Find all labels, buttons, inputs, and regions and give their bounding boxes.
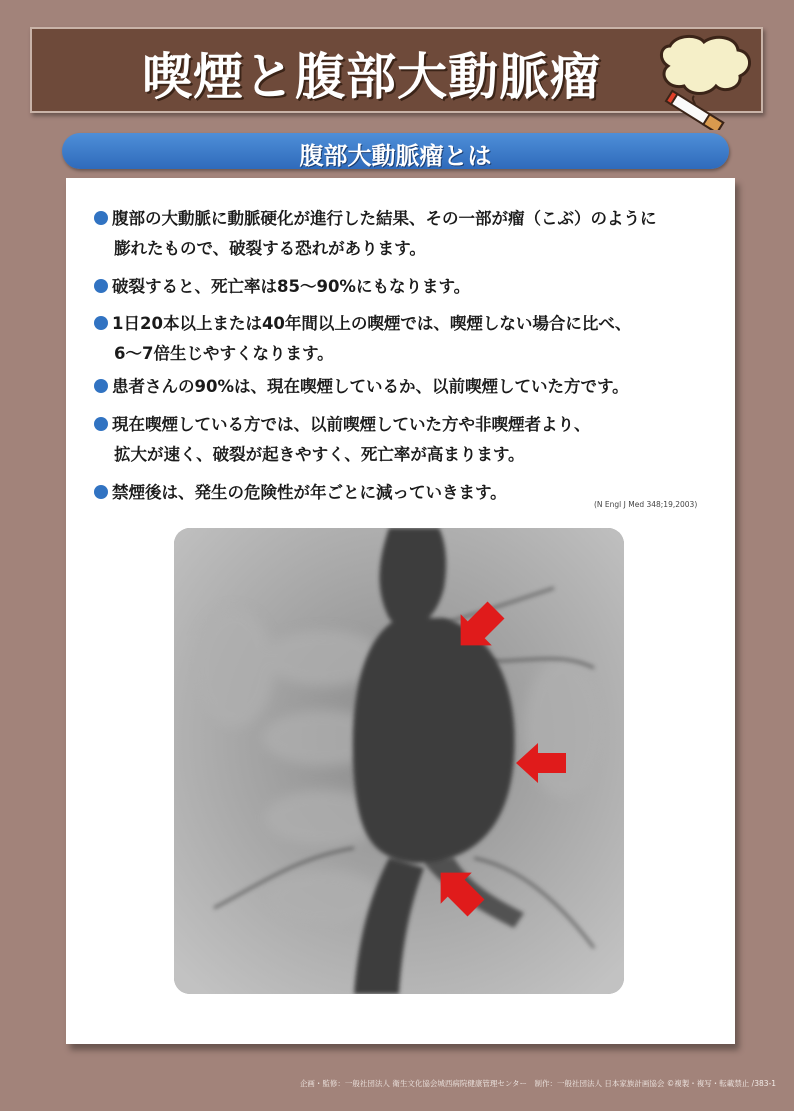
section-title: 腹部大動脈瘤とは [299,142,492,170]
bullet-dot-icon [94,485,108,499]
bullet-item [94,272,719,302]
citation: (N Engl J Med 348;19,2003) [594,500,698,509]
content-panel [66,178,735,1044]
aortic-angiogram-image [174,528,624,994]
bullet-text: 現在喫煙している方では、以前喫煙していた方や非喫煙者より、 [112,415,591,434]
bullet-text: 禁煙後は、発生の危険性が年ごとに減っていきます。 [112,483,507,502]
bullet-text-continued: 膨れたもので、破裂する恐れがあります。 [114,239,426,258]
bullet-dot-icon [94,279,108,293]
page-title: 喫煙と腹部大動脈瘤 [142,48,601,106]
bullet-text-continued: 6～7倍生じやすくなります。 [114,344,334,363]
xray-graphic [174,528,624,994]
bullet-text: 1日20本以上または40年間以上の喫煙では、喫煙しない場合に比べ、 [112,314,632,333]
bullet-dot-icon [94,379,108,393]
bullet-item [94,204,719,264]
bullet-item [94,309,719,369]
section-heading-bar [62,133,729,169]
bullet-text: 患者さんの90%は、現在喫煙しているか、以前喫煙していた方です。 [112,377,629,396]
bullet-dot-icon [94,417,108,431]
footer-credits: 企画・監修：一般社団法人 衛生文化協会城西病院健康管理センター 制作：一般社団法人 日本家族計画協会 ©複製・複写・転載禁止 /383-1 [299,1079,776,1088]
bullet-text: 破裂すると、死亡率は85～90%にもなります。 [112,277,471,296]
cigarette-smoke-icon [654,34,758,130]
bullet-item [94,410,719,470]
bullet-item [94,372,719,402]
bullet-dot-icon [94,316,108,330]
bullet-dot-icon [94,211,108,225]
bullet-text-continued: 拡大が速く、破裂が起きやすく、死亡率が高まります。 [114,445,525,464]
bullet-text: 腹部の大動脈に動脈硬化が進行した結果、その一部が瘤（こぶ）のように [112,209,657,228]
